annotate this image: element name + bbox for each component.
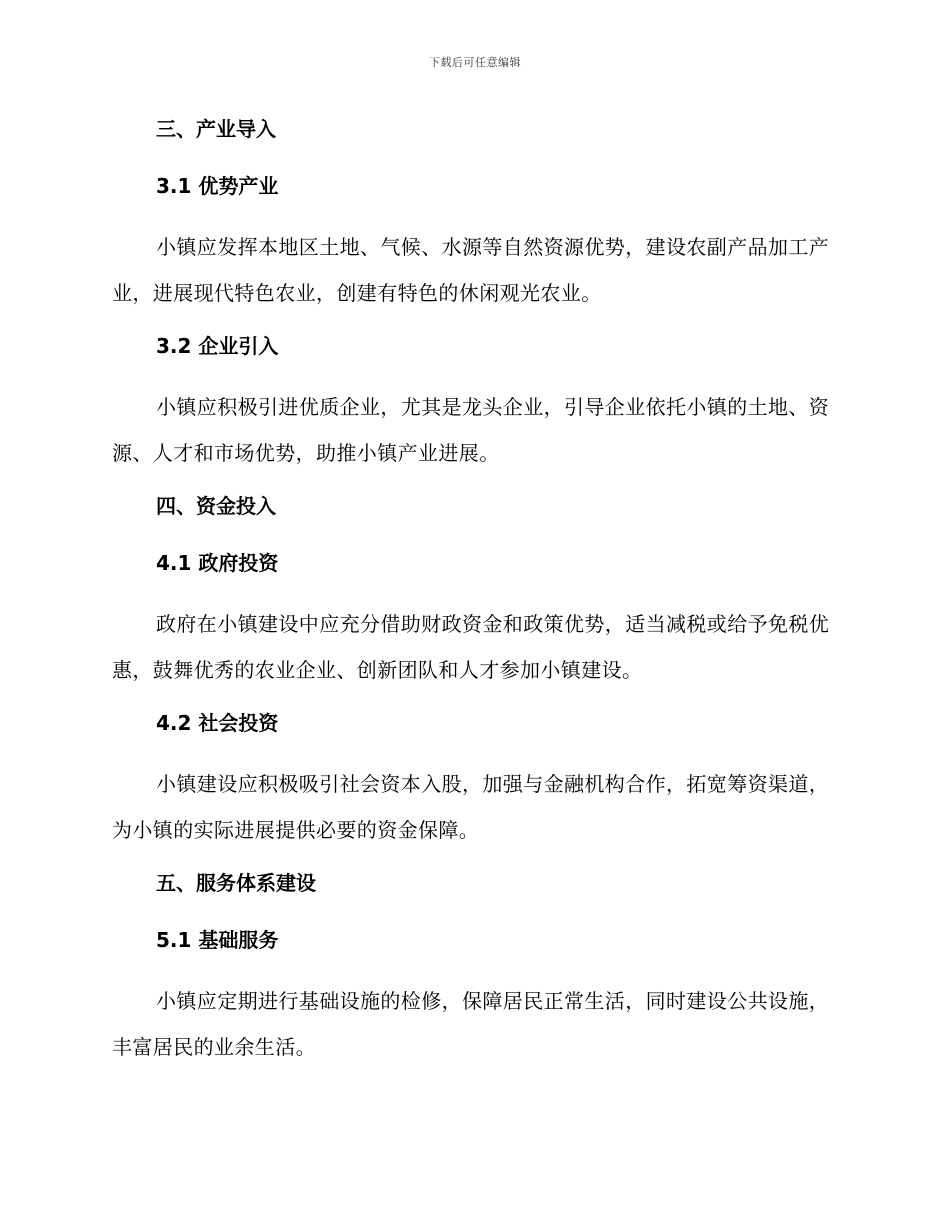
document-body xyxy=(112,110,832,1081)
subsection-heading: 3.1 优势产业 xyxy=(156,174,279,198)
paragraph: 小镇应发挥本地区土地、气候、水源等自然资源优势，建设农副产品加工产业，进展现代特色农业，创建有特色的休闲观光农业。 xyxy=(112,235,830,305)
subsection-heading: 4.1 政府投资 xyxy=(156,551,279,575)
subsection-heading: 4.2 社会投资 xyxy=(156,711,279,735)
subsection-heading: 3.2 企业引入 xyxy=(156,334,279,358)
section-heading: 五、服务体系建设 xyxy=(156,871,316,895)
section-heading: 四、资金投入 xyxy=(156,494,276,518)
subsection-heading: 5.1 基础服务 xyxy=(156,928,279,952)
paragraph: 小镇应定期进行基础设施的检修，保障居民正常生活，同时建设公共设施，丰富居民的业余生活。 xyxy=(112,989,830,1059)
paragraph: 小镇应积极引进优质企业，尤其是龙头企业，引导企业依托小镇的土地、资源、人才和市场优势，助推小镇产业进展。 xyxy=(112,395,830,465)
section-heading: 三、产业导入 xyxy=(156,117,276,141)
header-note: 下载后可任意编辑 xyxy=(429,56,521,69)
paragraph: 政府在小镇建设中应充分借助财政资金和政策优势，适当减税或给予免税优惠，鼓舞优秀的农业企业、创新团队和人才参加小镇建设。 xyxy=(112,612,830,682)
paragraph: 小镇建设应积极吸引社会资本入股，加强与金融机构合作，拓宽筹资渠道，为小镇的实际进展提供必要的资金保障。 xyxy=(112,772,830,842)
